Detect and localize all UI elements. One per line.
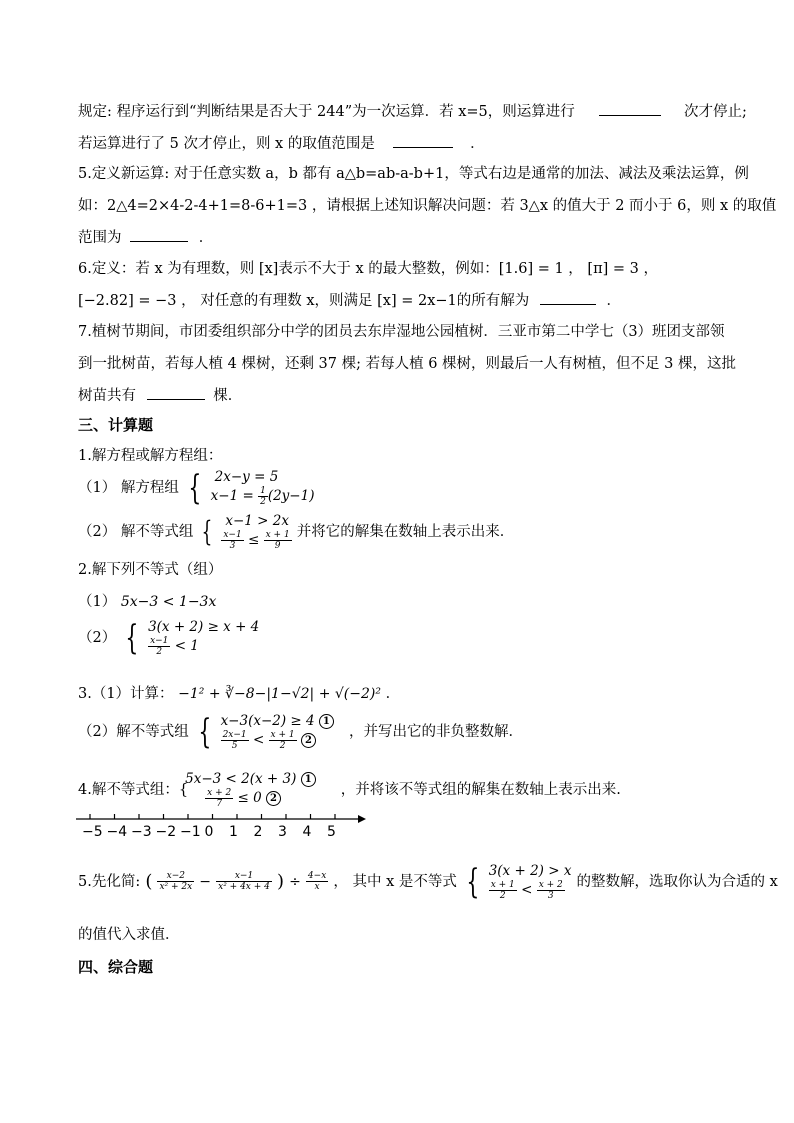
brace: { bbox=[188, 467, 202, 508]
inequality-1 bbox=[221, 712, 334, 730]
q7-line3 bbox=[78, 385, 242, 406]
label: （1） 解方程组 bbox=[78, 480, 179, 496]
para-rule-line1 bbox=[78, 101, 747, 122]
brace: { bbox=[466, 861, 480, 902]
answer-blank[interactable] bbox=[130, 227, 188, 242]
circled-number: 2 bbox=[301, 733, 316, 748]
q7-line2: 到一批树苗，若每人植 4 棵树，还剩 37 棵; 若每人植 6 棵树，则最后一人有树植，但不足 3 棵，这批 bbox=[78, 356, 736, 372]
inequality: 5x−3 < 1−3x bbox=[120, 594, 217, 610]
inequality-2 bbox=[148, 636, 259, 657]
denominator: 2 bbox=[279, 741, 286, 751]
fraction bbox=[221, 530, 243, 551]
text: ，并将该不等式组的解集在数轴上表示出来. bbox=[340, 782, 621, 798]
inequality-2 bbox=[221, 730, 334, 751]
text: ． bbox=[606, 293, 621, 309]
label: 5.先化简: bbox=[78, 874, 141, 890]
c2-part2 bbox=[78, 618, 259, 657]
fraction bbox=[157, 871, 194, 892]
eq-text: < 1 bbox=[174, 638, 199, 654]
brace: { bbox=[202, 514, 213, 548]
label: 4.解不等式组：{ bbox=[78, 782, 189, 798]
q6-line1: 6.定义：若 x 为有理数，则 [x]表示不大于 x 的最大整数，例如：[1.6] = 1 ， [π] = 3 ， bbox=[78, 261, 658, 277]
answer-blank[interactable] bbox=[393, 133, 453, 148]
text: 棵． bbox=[213, 388, 243, 404]
numerator: x + 1 bbox=[270, 730, 295, 740]
fraction bbox=[148, 636, 170, 657]
eq-text: x−3(x−2) ≥ 4 bbox=[220, 713, 315, 729]
fraction bbox=[306, 871, 328, 892]
text: ． bbox=[198, 230, 214, 246]
circled-number: 1 bbox=[301, 772, 316, 787]
text: 并将它的解集在数轴上表示出来． bbox=[296, 524, 515, 540]
operator: ÷ bbox=[289, 874, 301, 890]
c1-title: 1.解方程或解方程组： bbox=[78, 448, 223, 464]
answer-blank[interactable] bbox=[147, 385, 205, 400]
fraction bbox=[537, 880, 565, 901]
inequality-1: x−1 > 2x bbox=[225, 513, 289, 529]
denominator: 7 bbox=[216, 799, 223, 809]
c1-part1 bbox=[78, 468, 314, 507]
text: 树苗共有 bbox=[78, 388, 136, 404]
eq-text: ≤ 0 bbox=[237, 790, 262, 806]
answer-blank[interactable] bbox=[599, 101, 661, 116]
numerator: x−1 bbox=[150, 636, 169, 646]
circled-number: 1 bbox=[319, 714, 334, 729]
text: 规定: 程序运行到“判断结果是否大于 244”为一次运算．若 x=5，则运算进行 bbox=[78, 104, 575, 120]
numerator: x + 1 bbox=[265, 530, 290, 540]
denominator: 9 bbox=[274, 541, 281, 551]
axis-tick-label: 3 bbox=[278, 824, 287, 840]
equation-1: 2x−y = 5 bbox=[214, 469, 279, 485]
label: （2） 解不等式组 bbox=[78, 524, 194, 540]
numerator: 4−x bbox=[307, 871, 327, 881]
text: ， 其中 x 是不等式 bbox=[333, 874, 457, 890]
numerator: x−1 bbox=[223, 530, 242, 540]
eq-text: x−1 = bbox=[210, 488, 259, 504]
fraction bbox=[216, 871, 272, 892]
denominator: 5 bbox=[231, 741, 238, 751]
brace: { bbox=[125, 617, 139, 658]
axis-tick-label: 4 bbox=[302, 824, 312, 840]
text: ． bbox=[470, 136, 485, 152]
q5-line2: 如：2△4=2×4-2-4+1=8-6+1=3 ，请根据上述知识解决问题：若 3△x 的值大于 2 而小于 6，则 x 的取值 bbox=[78, 198, 777, 214]
relation: < bbox=[521, 882, 533, 898]
q7-line1: 7.植树节期间，市团委组织部分中学的团员去东岸湿地公园植树．三亚市第二中学七（3）班团支部领 bbox=[78, 324, 725, 340]
brace: { bbox=[198, 711, 212, 752]
fraction bbox=[205, 788, 233, 809]
inequality-1: 3(x + 2) ≥ x + 4 bbox=[148, 619, 260, 635]
fraction bbox=[489, 880, 517, 901]
denominator: 2 bbox=[260, 497, 266, 507]
denominator: 2 bbox=[499, 891, 506, 901]
numerator: x−2 bbox=[157, 871, 194, 882]
para-rule-line2 bbox=[78, 133, 485, 154]
inequality-2 bbox=[185, 788, 316, 809]
fraction bbox=[269, 730, 297, 751]
denominator: 3 bbox=[229, 541, 236, 551]
numerator: x−1 bbox=[216, 871, 272, 882]
answer-blank[interactable] bbox=[540, 290, 596, 305]
inequality-2 bbox=[489, 880, 572, 901]
text: [−2.82] = −3 ， 对任意的有理数 x，则满足 [x] = 2x−1的所有解为 bbox=[78, 293, 530, 309]
axis-tick-label: −4 bbox=[106, 824, 128, 840]
c4-line bbox=[78, 770, 621, 809]
numerator: x + 2 bbox=[538, 880, 563, 890]
axis-tick-label: −5 bbox=[82, 824, 103, 840]
inequality-2 bbox=[221, 530, 291, 551]
c2-title: 2.解下列不等式（组） bbox=[78, 562, 223, 578]
inequality-system bbox=[489, 862, 572, 901]
q6-line2 bbox=[78, 290, 621, 311]
axis-tick-label: 0 bbox=[204, 824, 214, 840]
denominator: x bbox=[314, 882, 320, 892]
inequality-system bbox=[221, 512, 291, 551]
equation-system bbox=[211, 468, 315, 507]
axis-tick-label: 5 bbox=[327, 824, 336, 840]
relation: < bbox=[252, 732, 265, 748]
c3-part2 bbox=[78, 712, 523, 751]
section-heading-comprehensive: 四、综合题 bbox=[78, 958, 154, 976]
inequality-1: 3(x + 2) > x bbox=[488, 863, 572, 879]
eq-text: 5x−3 < 2(x + 3) bbox=[185, 771, 297, 787]
c5-line2: 的值代入求值． bbox=[78, 927, 180, 943]
paren-close: ) bbox=[276, 871, 284, 892]
c2-part1 bbox=[78, 592, 216, 612]
label: 3.（1）计算： bbox=[78, 686, 174, 702]
label: （2） bbox=[78, 630, 117, 646]
operator: − bbox=[199, 874, 212, 890]
fraction bbox=[258, 486, 268, 507]
axis-tick-label: −1 bbox=[180, 824, 201, 840]
label: （1） bbox=[78, 594, 117, 610]
numerator: 2x−1 bbox=[222, 730, 247, 740]
inequality-system bbox=[221, 712, 334, 751]
inequality-1 bbox=[185, 770, 316, 788]
text: 的整数解，选取你认为合适的 x bbox=[576, 874, 778, 890]
numerator: x + 1 bbox=[490, 880, 515, 890]
c5-line1 bbox=[78, 862, 778, 901]
circled-number: 2 bbox=[266, 791, 281, 806]
inequality-system bbox=[185, 770, 316, 809]
numerator: 1 bbox=[260, 486, 266, 496]
eq-text: (2y−1) bbox=[267, 488, 315, 504]
axis-tick-label: 1 bbox=[229, 824, 238, 840]
axis-tick-label: 2 bbox=[253, 824, 263, 840]
numerator: x + 2 bbox=[207, 788, 232, 798]
equation-2 bbox=[211, 486, 315, 507]
denominator: 3 bbox=[547, 891, 554, 901]
c1-part2 bbox=[78, 512, 514, 551]
axis-tick-label: −2 bbox=[155, 824, 177, 840]
section-heading-calc: 三、计算题 bbox=[78, 416, 154, 434]
text: ，并写出它的非负整数解． bbox=[349, 724, 523, 740]
q5-line1: 5.定义新运算: 对于任意实数 a，b 都有 a△b=ab-a-b+1，等式右边是通常的加法、减法及乘法运算，例 bbox=[78, 166, 749, 182]
text: 次才停止; bbox=[683, 104, 747, 120]
denominator: 2 bbox=[156, 647, 163, 657]
text: ． bbox=[385, 686, 401, 702]
relation: ≤ bbox=[248, 532, 260, 548]
denominator: x² + 4x + 4 bbox=[218, 882, 270, 892]
paren-open: ( bbox=[145, 871, 153, 892]
fraction bbox=[221, 730, 249, 751]
c3-part1 bbox=[78, 684, 400, 704]
q5-line3 bbox=[78, 227, 213, 248]
text: 若运算进行了 5 次才停止，则 x 的取值范围是 bbox=[78, 136, 375, 152]
inequality-system bbox=[148, 618, 259, 657]
text: 范围为 bbox=[78, 230, 122, 246]
fraction bbox=[264, 530, 292, 551]
axis-tick-label: −3 bbox=[131, 824, 152, 840]
label: （2）解不等式组 bbox=[78, 724, 189, 740]
expression: −1² + ∛−8−|1−√2| + √(−2)² bbox=[178, 686, 381, 702]
number-line bbox=[76, 812, 366, 846]
denominator: x² + 2x bbox=[159, 882, 193, 892]
